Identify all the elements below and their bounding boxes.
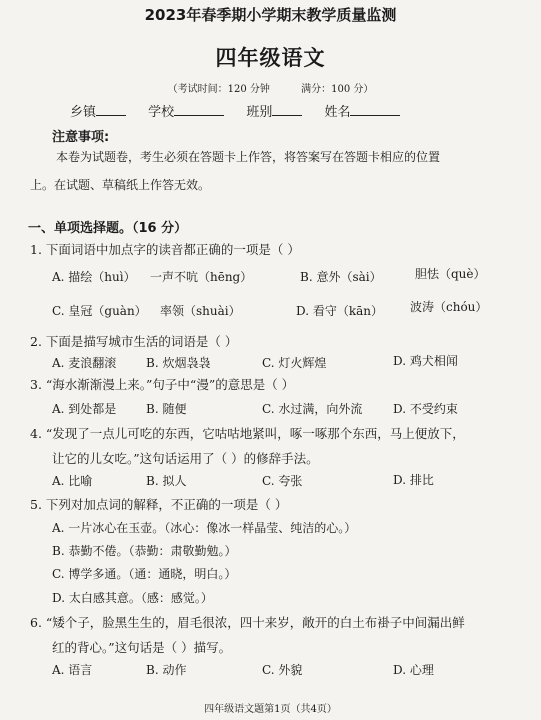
exam-meta — [0, 80, 541, 95]
q4-option-b: B. 拟人 — [146, 474, 187, 488]
q1-option-d2: 波涛（chóu） — [410, 300, 488, 314]
q1-option-b1: B. 意外（sài） — [300, 270, 382, 284]
notice-line1: 本卷为试题卷，考生必须在答题卡上作答，将答案写在答题卡相应的位置 — [56, 150, 441, 164]
q1-stem: 1. 下面词语中加点字的读音都正确的一项是（ ） — [30, 242, 300, 257]
class-label: 班别 — [246, 105, 273, 120]
q3-stem: 3. “海水渐渐漫上来。”句子中“漫”的意思是（ ） — [30, 377, 295, 392]
section-heading: 一、单项选择题。（16 分） — [28, 221, 188, 236]
exam-time: （考试时间：120 分钟 — [167, 84, 270, 95]
notice-line2: 上。在试题、草稿纸上作答无效。 — [30, 178, 211, 192]
q1-option-a2: 一声不吭（hēng） — [150, 270, 253, 284]
q6-option-d: D. 心理 — [393, 663, 434, 677]
class-blank[interactable] — [272, 103, 302, 116]
name-blank[interactable] — [350, 103, 400, 116]
q6-stem-line2: 红的背心。”这句话是（ ）描写。 — [52, 640, 232, 655]
q2-stem: 2. 下面是描写城市生活的词语是（ ） — [30, 334, 238, 349]
q4-option-d: D. 排比 — [393, 473, 434, 487]
q5-option-c: C. 博学多通。（通：通晓，明白。） — [52, 567, 237, 581]
q2-option-c: C. 灯火辉煌 — [262, 356, 327, 370]
q5-option-a: A. 一片冰心在玉壶。（冰心：像冰一样晶莹、纯洁的心。） — [52, 521, 357, 535]
q1-option-d1: D. 看守（kān） — [296, 304, 383, 318]
name-label: 姓名 — [324, 105, 351, 120]
q6-option-c: C. 外貌 — [262, 663, 303, 677]
q1-option-b2: 胆怯（què） — [415, 267, 486, 281]
q3-option-a: A. 到处都是 — [52, 402, 117, 416]
q6-option-b: B. 动作 — [146, 663, 187, 677]
q1-option-c2: 率领（shuài） — [160, 304, 241, 318]
page-footer: 四年级语文题第1页（共4页） — [204, 704, 337, 715]
q6-stem: 6. “矮个子，脸黑生生的，眉毛很浓，四十来岁，敞开的白土布褂子中间漏出鲜 — [30, 615, 465, 630]
q3-option-d: D. 不受约束 — [393, 402, 458, 416]
q2-option-b: B. 炊烟袅袅 — [146, 356, 211, 370]
q3-option-b: B. 随便 — [146, 402, 187, 416]
q5-option-d: D. 太白感其意。（感：感觉。） — [52, 591, 213, 605]
exam-title: 2023年春季期小学期末教学质量监测 — [144, 6, 397, 24]
q3-option-c: C. 水过满，向外流 — [262, 402, 363, 416]
q1-option-a1: A. 描绘（huì） — [52, 270, 136, 284]
q2-option-d: D. 鸡犬相闻 — [393, 354, 458, 368]
town-blank[interactable] — [96, 103, 126, 116]
student-info — [70, 101, 400, 120]
notice-heading: 注意事项: — [52, 130, 110, 145]
q1-option-c1: C. 皇冠（guàn） — [52, 304, 147, 318]
q4-stem: 4. “发现了一点儿可吃的东西，它咕咕地紧叫，啄一啄那个东西，马上便放下， — [30, 426, 465, 441]
q5-stem: 5. 下列对加点词的解释，不正确的一项是（ ） — [30, 497, 288, 512]
q2-option-a: A. 麦浪翻滚 — [52, 356, 117, 370]
q4-option-a: A. 比喻 — [52, 474, 93, 488]
full-score: 满分：100 分） — [301, 84, 374, 95]
school-label: 学校 — [148, 105, 175, 120]
school-blank[interactable] — [174, 103, 224, 116]
subject-title: 四年级语文 — [215, 46, 326, 70]
q5-option-b: B. 恭勤不倦。（恭勤：肃敬勤勉。） — [52, 544, 237, 558]
q6-option-a: A. 语言 — [52, 663, 93, 677]
town-label: 乡镇 — [70, 105, 97, 120]
q4-option-c: C. 夸张 — [262, 474, 303, 488]
q4-stem-line2: 让它的儿女吃。”这句话运用了（ ）的修辞手法。 — [52, 451, 319, 466]
